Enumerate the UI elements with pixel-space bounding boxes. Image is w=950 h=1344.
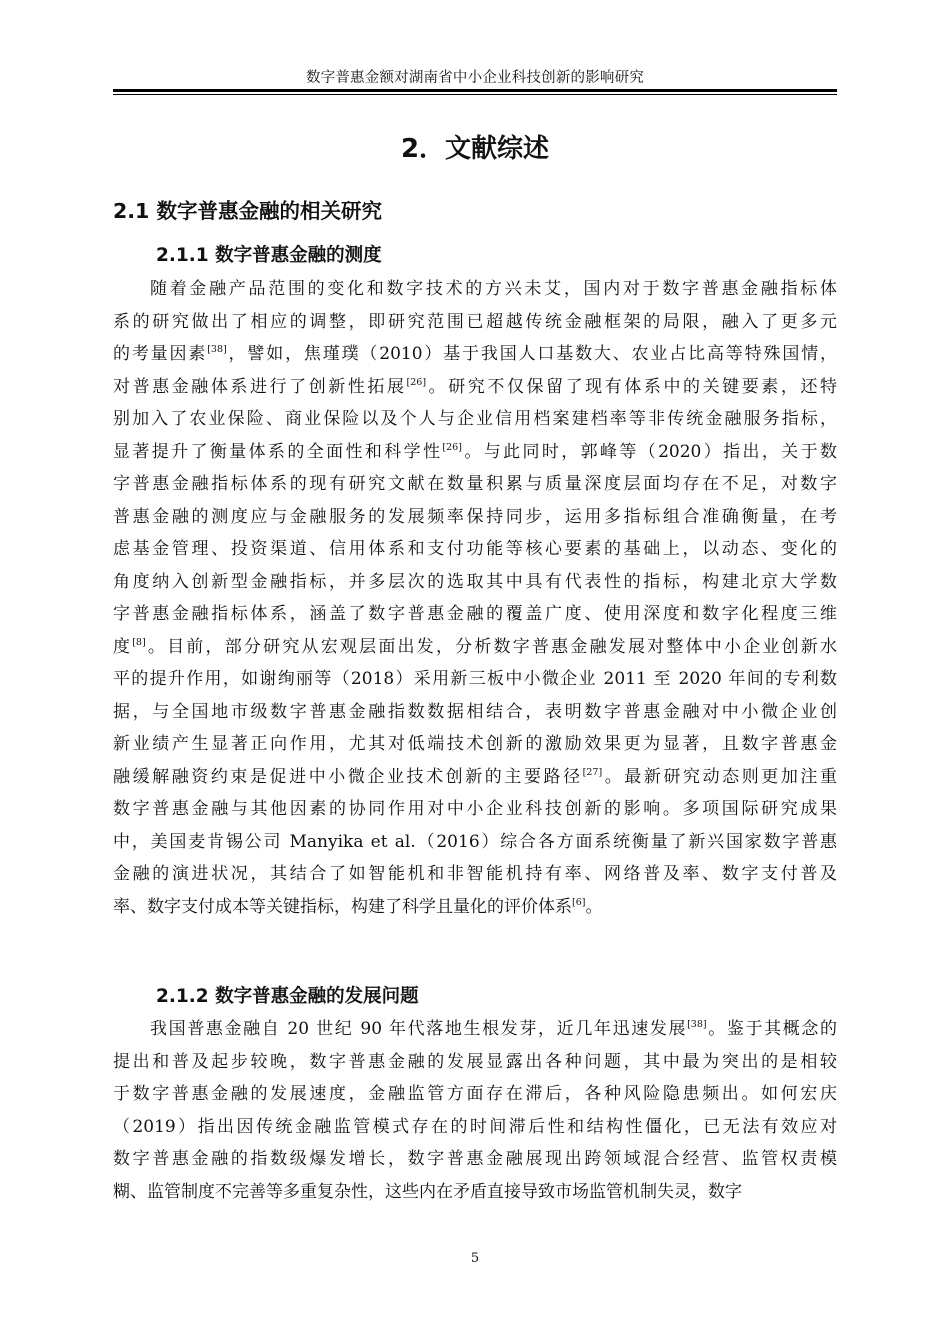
text-line <box>113 1143 837 1176</box>
text-segment: 提出和普及起步较晚，数字普惠金融的发展显露出各种问题，其中最为突出的是相较 <box>113 1051 837 1072</box>
text-line <box>113 728 837 761</box>
text-segment: 。 <box>585 896 603 917</box>
text-line <box>113 1111 837 1144</box>
text-line <box>113 1013 837 1046</box>
text-line <box>113 761 837 794</box>
text-segment: 于数字普惠金融的发展速度，金融监管方面存在滞后，各种风险隐患频出。如何宏庆 <box>113 1084 837 1104</box>
page-number: 5 <box>470 1251 480 1266</box>
paragraph-development-issues <box>113 1013 837 1208</box>
text-line <box>113 1046 837 1079</box>
section-heading: 2.1 数字普惠金融的相关研究 <box>113 199 382 223</box>
citation-marker: [26] <box>442 441 462 453</box>
text-line <box>113 1176 837 1209</box>
text-line <box>113 598 837 631</box>
paragraph-measurement <box>113 273 837 923</box>
citation-marker: [26] <box>406 376 427 388</box>
citation-marker: [8] <box>132 636 146 648</box>
text-line <box>113 501 837 534</box>
text-segment: 融缓解融资约束是促进中小微企业技术创新的主要路径 <box>113 766 583 787</box>
text-line <box>113 566 837 599</box>
text-segment: （2019）指出因传统金融监管模式存在的时间滞后性和结构性僵化，已无法有效应对 <box>113 1116 837 1137</box>
text-segment: 。研究不仅保留了现有体系中的关键要素，还特 <box>426 376 838 397</box>
text-line <box>113 468 837 501</box>
text-segment: 。最新研究动态则更加注重 <box>602 766 837 787</box>
text-segment: 字普惠金融指标体系的现有研究文献在数量积累与质量深度层面均存在不足，对数字 <box>113 474 837 494</box>
citation-marker: [27] <box>582 766 603 778</box>
header-rule-thick <box>113 89 837 92</box>
text-segment: 率、数字支付成本等关键指标，构建了科学且量化的评价体系 <box>113 896 572 917</box>
text-line <box>113 826 837 859</box>
text-line <box>113 371 837 404</box>
text-line <box>113 436 837 469</box>
header-rule-thin <box>113 94 837 95</box>
text-line <box>113 891 837 924</box>
text-line <box>113 273 837 306</box>
text-segment: 。鉴于其概念的 <box>706 1019 837 1039</box>
text-line <box>113 533 837 566</box>
text-segment: 金融的演进状况，其结合了如智能机和非智能机持有率、网络普及率、数字支付普及 <box>113 864 837 884</box>
text-segment: 度 <box>113 636 133 657</box>
text-segment: 新业绩产生显著正向作用，尤其对低端技术创新的激励效果更为显著，且数字普惠金 <box>113 734 837 754</box>
text-line <box>113 858 837 891</box>
text-segment: 数字普惠金融的指数级爆发增长，数字普惠金融展现出跨领域混合经营、监管权责模 <box>113 1149 837 1169</box>
citation-marker: [38] <box>207 344 227 355</box>
subsection-heading-2: 2.1.2 数字普惠金融的发展问题 <box>156 986 419 1007</box>
running-header: 数字普惠金额对湖南省中小企业科技创新的影响研究 <box>305 70 645 86</box>
text-line <box>113 663 837 696</box>
chapter-title: 2．文献综述 <box>400 134 550 164</box>
text-segment: 的考量因素 <box>113 344 208 364</box>
text-line <box>113 403 837 436</box>
text-line <box>113 631 837 664</box>
text-segment: 对普惠金融体系进行了创新性拓展 <box>113 376 407 397</box>
text-segment: 字普惠金融指标体系，涵盖了数字普惠金融的覆盖广度、使用深度和数字化程度三维 <box>113 604 837 624</box>
text-segment: 普惠金融的测度应与金融服务的发展频率保持同步，运用多指标组合准确衡量，在考 <box>113 506 837 527</box>
text-segment: ，譬如，焦瑾璞（2010）基于我国人口基数大、农业占比高等特殊国情， <box>226 344 838 364</box>
text-line <box>113 338 837 371</box>
text-segment: 。目前，部分研究从宏观层面出发，分析数字普惠金融发展对整体中小企业创新水 <box>145 636 838 657</box>
citation-marker: [38] <box>687 1019 707 1030</box>
text-line <box>113 1078 837 1111</box>
text-segment: 显著提升了衡量体系的全面性和科学性 <box>113 441 443 462</box>
text-segment: 中，美国麦肯锡公司 Manyika et al.（2016）综合各方面系统衡量了新兴国家数字普惠 <box>113 831 837 852</box>
text-line <box>113 793 837 826</box>
text-segment: 随着金融产品范围的变化和数字技术的方兴未艾，国内对于数字普惠金融指标体 <box>150 279 837 299</box>
text-segment: 系的研究做出了相应的调整，即研究范围已超越传统金融框架的局限，融入了更多元 <box>113 311 837 332</box>
subsection-heading-1: 2.1.1 数字普惠金融的测度 <box>156 245 382 266</box>
text-segment: 别加入了农业保险、商业保险以及个人与企业信用档案建档率等非传统金融服务指标， <box>113 409 837 429</box>
text-segment: 据，与全国地市级数字普惠金融指数数据相结合，表明数字普惠金融对中小微企业创 <box>113 701 837 722</box>
text-line <box>113 696 837 729</box>
text-segment: 。与此同时，郭峰等（2020）指出，关于数 <box>461 441 837 462</box>
text-segment: 虑基金管理、投资渠道、信用体系和支付功能等核心要素的基础上，以动态、变化的 <box>113 539 837 559</box>
text-segment: 平的提升作用，如谢绚丽等（2018）采用新三板中小微企业 2011 至 2020 年间的专利数 <box>113 669 837 689</box>
citation-marker: [6] <box>572 896 586 908</box>
text-segment: 角度纳入创新型金融指标，并多层次的选取其中具有代表性的指标，构建北京大学数 <box>113 571 837 592</box>
text-segment: 我国普惠金融自 20 世纪 90 年代落地生根发芽，近几年迅速发展 <box>150 1019 688 1039</box>
text-segment: 糊、监管制度不完善等多重复杂性，这些内在矛盾直接导致市场监管机制失灵，数字 <box>113 1181 742 1202</box>
text-line <box>113 306 837 339</box>
text-segment: 数字普惠金融与其他因素的协同作用对中小企业科技创新的影响。多项国际研究成果 <box>113 799 837 819</box>
